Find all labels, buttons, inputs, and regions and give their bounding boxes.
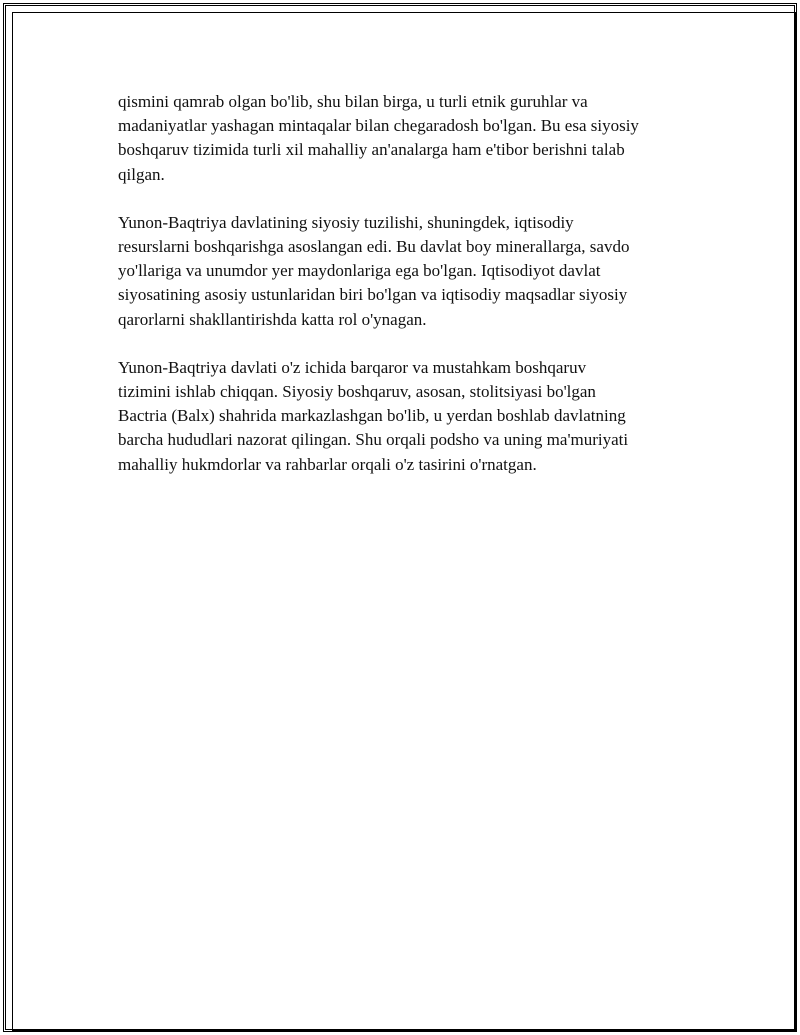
text-line: resurslarni boshqarishga asoslangan edi. Bu davlat boy minerallarga, savdo <box>118 237 630 257</box>
paragraph-1 <box>118 90 688 187</box>
text-line: tizimini ishlab chiqqan. Siyosiy boshqaruv, asosan, stolitsiyasi bo'lgan <box>118 382 596 402</box>
text-line: mahalliy hukmdorlar va rahbarlar orqali o'z tasirini o'rnatgan. <box>118 454 537 474</box>
text-line: qismini qamrab olgan bo'lib, shu bilan birga, u turli etnik guruhlar va <box>118 92 588 111</box>
text-line: Yunon-Baqtriya davlati o'z ichida barqaror va mustahkam boshqaruv <box>118 357 587 377</box>
text-line: Yunon-Baqtriya davlatining siyosiy tuzilishi, shuningdek, iqtisodiy <box>118 212 574 232</box>
text-line: barcha hududlari nazorat qilingan. Shu orqali podsho va uning ma'muriyati <box>118 430 629 450</box>
text-line: Bactria (Balx) shahrida markazlashgan bo'lib, u yerdan boshlab davlatning <box>118 406 626 426</box>
text-line: qarorlarni shakllantirishda katta rol o'ynagan. <box>118 309 427 329</box>
paragraph-3 <box>118 356 688 477</box>
text-line: qilgan. <box>118 164 165 184</box>
text-line: boshqaruv tizimida turli xil mahalliy an'analarga ham e'tibor berishni talab <box>118 140 625 160</box>
text-line: siyosatining asosiy ustunlaridan biri bo'lgan va iqtisodiy maqsadlar siyosiy <box>118 285 628 305</box>
text-line: yo'llariga va unumdor yer maydonlariga ega bo'lgan. Iqtisodiyot davlat <box>118 261 601 281</box>
paragraph-2 <box>118 211 688 332</box>
text-line: madaniyatlar yashagan mintaqalar bilan chegaradosh bo'lgan. Bu esa siyosiy <box>118 116 639 136</box>
document-body <box>118 90 688 501</box>
